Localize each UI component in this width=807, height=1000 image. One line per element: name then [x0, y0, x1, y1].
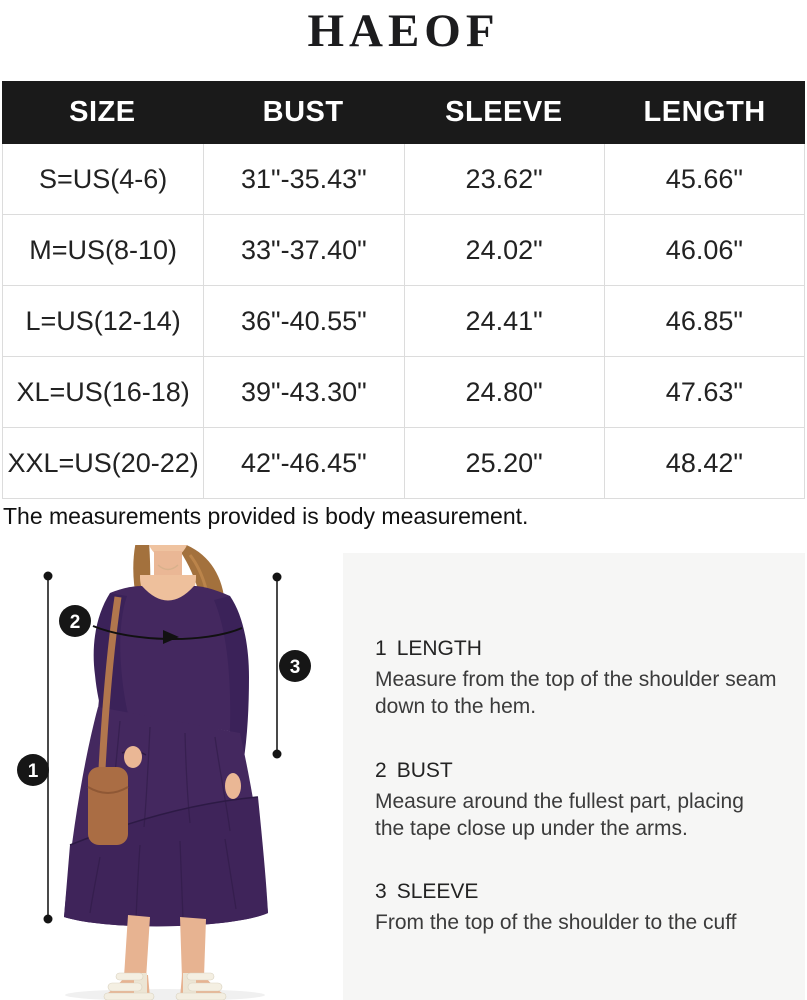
guide-number: 1	[375, 637, 387, 660]
table-row-s	[3, 144, 804, 214]
guide-description: Measure from the top of the shoulder seam down to the hem.	[375, 668, 777, 719]
guide-item-sleeve	[375, 880, 777, 936]
size-cell: S=US(4-6)	[38, 163, 168, 194]
size-cell: XXL=US(20-22)	[7, 447, 199, 478]
guide-number: 3	[375, 880, 387, 904]
sleeve-cell: 24.02"	[404, 215, 604, 285]
guide-heading	[375, 880, 777, 904]
column-header-sleeve: SLEEVE	[445, 96, 563, 128]
measure-guide-section	[0, 545, 807, 1000]
column-header-bust: BUST	[262, 96, 344, 128]
guide-title: BUST	[396, 758, 453, 782]
column-header-size: SIZE	[69, 96, 136, 128]
size-cell: L=US(12-14)	[25, 305, 181, 336]
length-cell: 47.63"	[604, 357, 804, 427]
sleeve-cell: 23.62"	[404, 144, 604, 214]
marker-1-badge	[17, 754, 49, 786]
brand-logo: HAEOF	[307, 5, 500, 57]
svg-text:3: 3	[289, 657, 301, 678]
table-row-xxl	[3, 427, 804, 498]
size-cell: XL=US(16-18)	[16, 376, 190, 407]
table-row-m	[3, 214, 804, 285]
guide-item-bust	[375, 759, 777, 843]
guide-description: From the top of the shoulder to the cuff	[375, 911, 737, 935]
size-cell: M=US(8-10)	[29, 234, 178, 265]
bust-cell: 31"-35.43"	[203, 144, 403, 214]
length-cell: 46.85"	[604, 286, 804, 356]
guide-heading	[375, 637, 777, 661]
bust-cell: 36"-40.55"	[203, 286, 403, 356]
bust-cell: 42"-46.45"	[203, 428, 403, 498]
length-cell: 45.66"	[604, 144, 804, 214]
marker-3-badge	[279, 650, 311, 682]
guide-description: Measure around the fullest part, placing the tape close up under the arms.	[375, 789, 744, 840]
guide-item-length	[375, 637, 777, 721]
guide-number: 2	[375, 758, 387, 782]
bust-cell: 33"-37.40"	[203, 215, 403, 285]
table-row-xl	[3, 356, 804, 427]
sleeve-cell: 24.80"	[404, 357, 604, 427]
svg-text:1: 1	[27, 761, 39, 782]
bust-cell: 39"-43.30"	[203, 357, 403, 427]
guide-heading	[375, 759, 777, 783]
length-cell: 48.42"	[604, 428, 804, 498]
length-measure-line	[44, 572, 53, 924]
svg-text:2: 2	[69, 612, 81, 633]
length-cell: 46.06"	[604, 215, 804, 285]
marker-2-badge	[59, 605, 91, 637]
size-table-header	[2, 81, 805, 144]
measurement-note: The measurements provided is body measurement.	[3, 503, 529, 529]
sleeve-cell: 25.20"	[404, 428, 604, 498]
ground-shadow	[65, 989, 265, 1000]
measure-guide-panel	[343, 553, 805, 1000]
dress-photo-illustration	[0, 545, 345, 1000]
size-table	[2, 81, 805, 499]
guide-title: LENGTH	[396, 637, 482, 660]
guide-title: SLEEVE	[396, 880, 479, 904]
column-header-length: LENGTH	[643, 96, 766, 128]
size-table-body	[2, 144, 805, 499]
sleeve-cell: 24.41"	[404, 286, 604, 356]
table-row-l	[3, 285, 804, 356]
